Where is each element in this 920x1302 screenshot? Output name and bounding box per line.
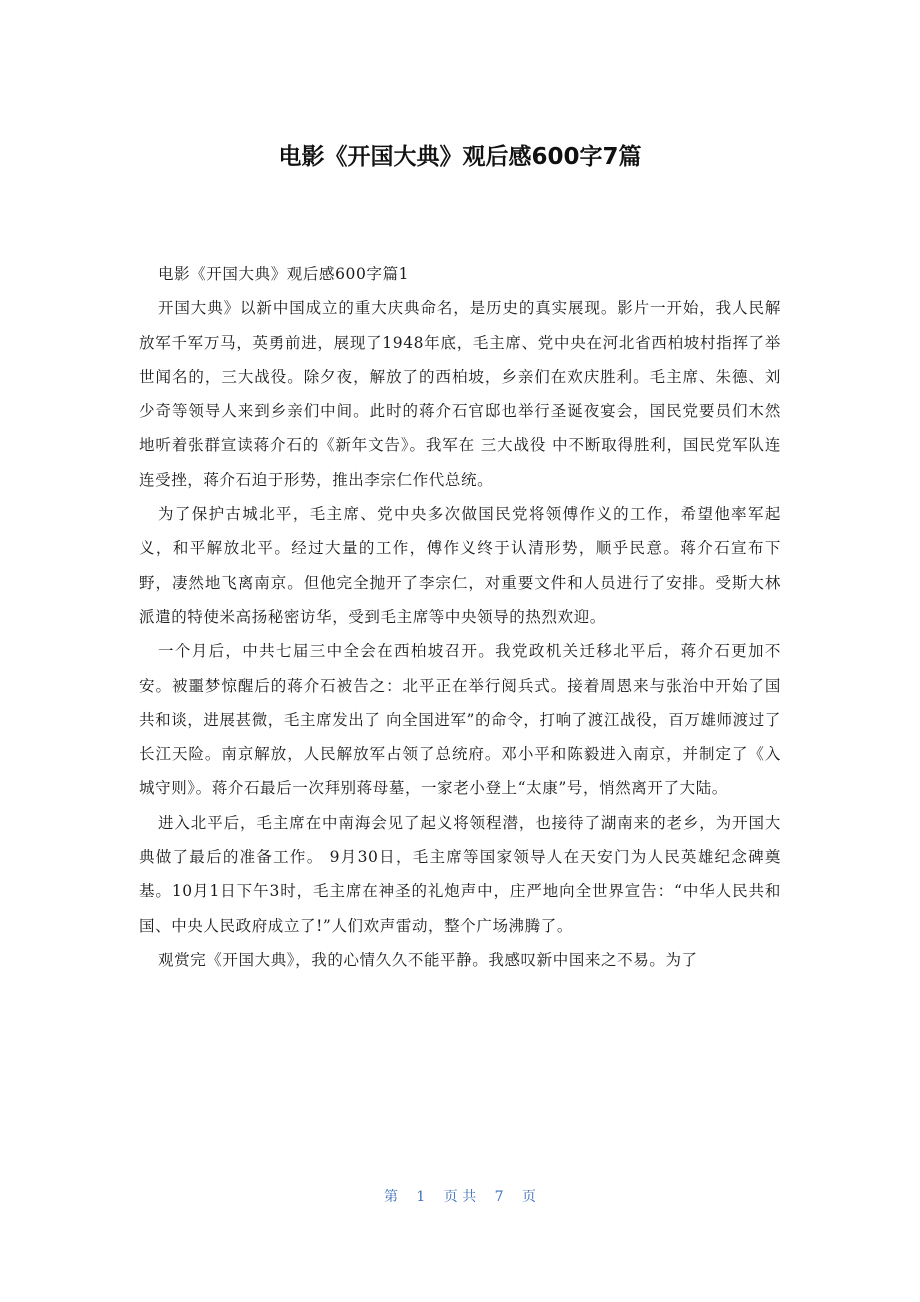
- current-page-number: 1: [416, 1189, 426, 1205]
- page-title: 电影《开国大典》观后感600字7篇: [278, 144, 642, 170]
- body-paragraph: 观赏完《开国大典》，我的心情久久不能平静。我感叹新中国来之不易。为了: [158, 950, 698, 969]
- section-heading: 电影《开国大典》观后感600字篇1: [158, 265, 410, 283]
- document-body: [139, 257, 781, 977]
- total-pages-number: 7: [494, 1189, 504, 1205]
- body-paragraph: 进入北平后，毛主席在中南海会见了起义将领程潜，也接待了湖南来的老乡，为开国大典做了最后的准备工作。 9月30日，毛主席等国家领导人在天安门为人民英雄纪念碑奠基。10月1日下午3时，毛主席在神圣的礼炮声中，庄严地向全世界宣告：“中华人民共和国、中央人民政府成立了!”人们欢声雷动，整个广场沸腾了。: [139, 813, 781, 935]
- page-label-prefix: 第: [383, 1189, 398, 1205]
- body-paragraph: 为了保护古城北平，毛主席、党中央多次做国民党将领傅作义的工作，希望他率军起义，和平解放北平。经过大量的工作，傅作义终于认清形势，顺乎民意。蒋介石宣布下野，凄然地飞离南京。但他完全抛开了李宗仁，对重要文件和人员进行了安排。受斯大林派遣的特使米高扬秘密访华，受到毛主席等中央领导的热烈欢迎。: [139, 505, 781, 626]
- page-footer: [0, 1186, 920, 1208]
- body-paragraph: 开国大典》以新中国成立的重大庆典命名，是历史的真实展现。影片一开始，我人民解放军千军万马，英勇前进，展现了1948年底，毛主席、党中央在河北省西柏坡村指挥了举世闻名的，三大战役。除夕夜，解放了的西柏坡，乡亲们在欢庆胜利。毛主席、朱德、刘少奇等领导人来到乡亲们中间。此时的蒋介石官邸也举行圣诞夜宴会，国民党要员们木然地听着张群宣读蒋介石的《新年文告》。我军在 三大战役 中不断取得胜利，国民党军队连连受挫，蒋介石迫于形势，推出李宗仁作代总统。: [139, 299, 781, 489]
- body-paragraph: 一个月后，中共七届三中全会在西柏坡召开。我党政机关迁移北平后，蒋介石更加不安。被噩梦惊醒后的蒋介石被告之：北平正在举行阅兵式。接着周恩来与张治中开始了国共和谈，进展甚微，毛主席发出了 向全国进军”的命令，打响了渡江战役，百万雄师渡过了长江天险。南京解放，人民解放军占领了总统府。邓小平和陈毅进入南京，并制定了《入城守则》。蒋介石最后一次拜别蒋母墓，一家老小登上“太康”号，悄然离开了大陆。: [139, 642, 781, 798]
- page-label-suffix: 页: [522, 1189, 537, 1205]
- page-label-middle: 页 共: [443, 1189, 477, 1205]
